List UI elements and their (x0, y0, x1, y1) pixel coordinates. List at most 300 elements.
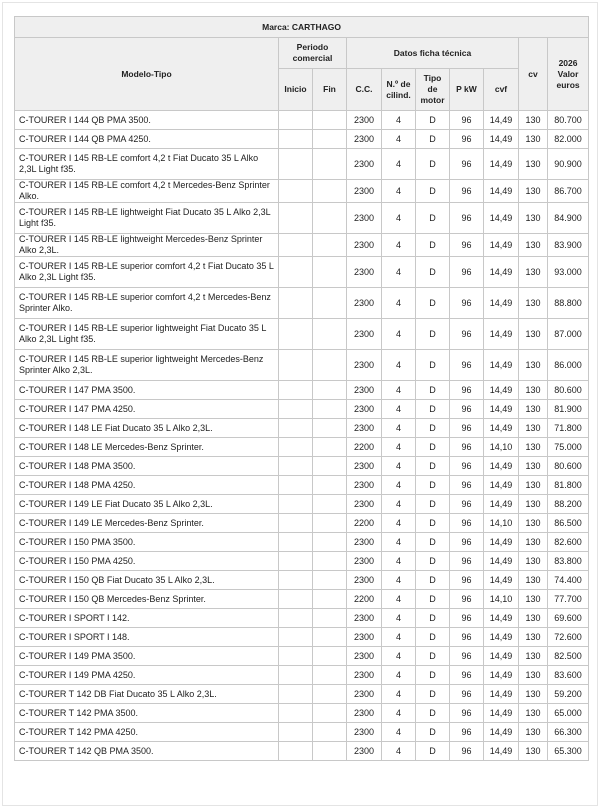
cell-cyl: 4 (382, 533, 416, 552)
cell-cyl: 4 (382, 130, 416, 149)
cell-engine: D (416, 111, 450, 130)
cell-cyl: 4 (382, 666, 416, 685)
cell-cyl: 4 (382, 350, 416, 381)
cell-cyl: 4 (382, 552, 416, 571)
cell-model: C-TOURER I 145 RB-LE comfort 4,2 t Fiat Ducato 35 L Alko 2,3L Light f35. (15, 149, 279, 180)
cell-cvf: 14,10 (484, 438, 519, 457)
cell-end (313, 590, 347, 609)
cell-start (279, 257, 313, 288)
cell-kw: 96 (450, 666, 484, 685)
cell-kw: 96 (450, 438, 484, 457)
cell-end (313, 457, 347, 476)
cell-value: 86.700 (548, 180, 589, 203)
cell-cyl: 4 (382, 203, 416, 234)
cell-cvf: 14,49 (484, 234, 519, 257)
cell-cv: 130 (519, 590, 548, 609)
cell-model: C-TOURER I 144 QB PMA 4250. (15, 130, 279, 149)
cell-start (279, 723, 313, 742)
cell-model: C-TOURER I 150 PMA 4250. (15, 552, 279, 571)
cell-engine: D (416, 609, 450, 628)
cell-cyl: 4 (382, 400, 416, 419)
cell-start (279, 350, 313, 381)
cell-end (313, 723, 347, 742)
cell-start (279, 685, 313, 704)
cell-cv: 130 (519, 180, 548, 203)
table-row (15, 723, 589, 742)
cell-cvf: 14,49 (484, 149, 519, 180)
cell-engine: D (416, 381, 450, 400)
cell-cyl: 4 (382, 149, 416, 180)
cell-cv: 130 (519, 723, 548, 742)
cell-cv: 130 (519, 647, 548, 666)
cell-value: 82.000 (548, 130, 589, 149)
cell-cc: 2300 (347, 552, 382, 571)
cell-model: C-TOURER I 147 PMA 3500. (15, 381, 279, 400)
cell-value: 86.500 (548, 514, 589, 533)
cell-start (279, 704, 313, 723)
cell-cc: 2300 (347, 571, 382, 590)
cell-cvf: 14,49 (484, 203, 519, 234)
cell-cvf: 14,49 (484, 685, 519, 704)
cell-cv: 130 (519, 571, 548, 590)
cell-value: 83.900 (548, 234, 589, 257)
cell-cv: 130 (519, 476, 548, 495)
cell-model: C-TOURER I 150 QB Mercedes-Benz Sprinter. (15, 590, 279, 609)
cell-start (279, 514, 313, 533)
table-row (15, 742, 589, 761)
cell-start (279, 149, 313, 180)
cell-cyl: 4 (382, 288, 416, 319)
cell-cyl: 4 (382, 234, 416, 257)
cell-value: 93.000 (548, 257, 589, 288)
cell-model: C-TOURER T 142 QB PMA 3500. (15, 742, 279, 761)
cell-cvf: 14,10 (484, 514, 519, 533)
table-row (15, 180, 589, 203)
cell-kw: 96 (450, 609, 484, 628)
cell-cvf: 14,10 (484, 590, 519, 609)
cell-engine: D (416, 590, 450, 609)
cell-cyl: 4 (382, 647, 416, 666)
cell-cc: 2300 (347, 180, 382, 203)
cell-start (279, 590, 313, 609)
cell-model: C-TOURER I 145 RB-LE lightweight Fiat Ducato 35 L Alko 2,3L Light f35. (15, 203, 279, 234)
table-row (15, 350, 589, 381)
cell-cyl: 4 (382, 685, 416, 704)
cell-cc: 2300 (347, 609, 382, 628)
cell-value: 80.600 (548, 457, 589, 476)
table-row (15, 457, 589, 476)
cell-end (313, 533, 347, 552)
cell-cv: 130 (519, 111, 548, 130)
cell-start (279, 742, 313, 761)
cell-value: 80.700 (548, 111, 589, 130)
cell-cv: 130 (519, 495, 548, 514)
cell-cc: 2200 (347, 438, 382, 457)
table-row (15, 514, 589, 533)
cell-engine: D (416, 234, 450, 257)
cell-cc: 2300 (347, 704, 382, 723)
cell-start (279, 609, 313, 628)
brand-header: Marca: CARTHAGO (15, 17, 589, 38)
cell-cvf: 14,49 (484, 647, 519, 666)
cell-end (313, 130, 347, 149)
cell-kw: 96 (450, 514, 484, 533)
cell-end (313, 476, 347, 495)
table-row (15, 257, 589, 288)
cell-start (279, 400, 313, 419)
cell-model: C-TOURER I 148 LE Fiat Ducato 35 L Alko 2,3L. (15, 419, 279, 438)
table-row (15, 609, 589, 628)
cell-cv: 130 (519, 234, 548, 257)
cell-model: C-TOURER I 150 PMA 3500. (15, 533, 279, 552)
cell-value: 90.900 (548, 149, 589, 180)
table-row (15, 571, 589, 590)
cell-model: C-TOURER T 142 PMA 4250. (15, 723, 279, 742)
cell-value: 81.900 (548, 400, 589, 419)
cell-cyl: 4 (382, 476, 416, 495)
cell-kw: 96 (450, 288, 484, 319)
table-row (15, 419, 589, 438)
cell-model: C-TOURER T 142 DB Fiat Ducato 35 L Alko 2,3L. (15, 685, 279, 704)
cell-kw: 96 (450, 723, 484, 742)
cell-cvf: 14,49 (484, 350, 519, 381)
cell-cc: 2300 (347, 381, 382, 400)
cell-cc: 2300 (347, 647, 382, 666)
model-header: Modelo-Tipo (15, 38, 279, 111)
cell-kw: 96 (450, 704, 484, 723)
cell-kw: 96 (450, 400, 484, 419)
cell-cvf: 14,49 (484, 495, 519, 514)
cell-cc: 2200 (347, 590, 382, 609)
cell-end (313, 685, 347, 704)
cell-cvf: 14,49 (484, 130, 519, 149)
cell-end (313, 552, 347, 571)
period-header: Periodo comercial (279, 38, 347, 69)
cell-cv: 130 (519, 685, 548, 704)
cell-model: C-TOURER T 142 PMA 3500. (15, 704, 279, 723)
cell-end (313, 149, 347, 180)
cell-cyl: 4 (382, 111, 416, 130)
cell-start (279, 571, 313, 590)
cell-cv: 130 (519, 666, 548, 685)
cell-start (279, 495, 313, 514)
cell-cc: 2300 (347, 628, 382, 647)
cell-model: C-TOURER I 149 LE Fiat Ducato 35 L Alko 2,3L. (15, 495, 279, 514)
cell-end (313, 350, 347, 381)
cell-engine: D (416, 742, 450, 761)
cell-value: 77.700 (548, 590, 589, 609)
cell-cvf: 14,49 (484, 319, 519, 350)
cell-cv: 130 (519, 742, 548, 761)
cell-value: 66.300 (548, 723, 589, 742)
cell-model: C-TOURER I 145 RB-LE comfort 4,2 t Mercedes-Benz Sprinter Alko. (15, 180, 279, 203)
cell-cvf: 14,49 (484, 742, 519, 761)
table-row (15, 590, 589, 609)
cell-cvf: 14,49 (484, 552, 519, 571)
cell-start (279, 666, 313, 685)
cell-value: 83.600 (548, 666, 589, 685)
table-row (15, 381, 589, 400)
cell-value: 65.000 (548, 704, 589, 723)
cell-cv: 130 (519, 257, 548, 288)
table-row (15, 666, 589, 685)
cell-cvf: 14,49 (484, 288, 519, 319)
cell-cyl: 4 (382, 319, 416, 350)
cell-model: C-TOURER I 148 PMA 3500. (15, 457, 279, 476)
cell-engine: D (416, 533, 450, 552)
cell-engine: D (416, 419, 450, 438)
table-row (15, 704, 589, 723)
cell-cv: 130 (519, 288, 548, 319)
cell-cyl: 4 (382, 457, 416, 476)
cell-cv: 130 (519, 628, 548, 647)
cell-value: 88.200 (548, 495, 589, 514)
cell-model: C-TOURER I 148 LE Mercedes-Benz Sprinter. (15, 438, 279, 457)
cell-value: 87.000 (548, 319, 589, 350)
cell-end (313, 381, 347, 400)
table-row (15, 203, 589, 234)
cell-cc: 2300 (347, 495, 382, 514)
cell-value: 71.800 (548, 419, 589, 438)
cell-start (279, 234, 313, 257)
cell-start (279, 288, 313, 319)
table-row (15, 685, 589, 704)
cell-model: C-TOURER I 149 PMA 3500. (15, 647, 279, 666)
cell-engine: D (416, 647, 450, 666)
cell-model: C-TOURER I 150 QB Fiat Ducato 35 L Alko 2,3L. (15, 571, 279, 590)
end-header: Fin (313, 69, 347, 111)
cell-kw: 96 (450, 685, 484, 704)
cell-value: 82.600 (548, 533, 589, 552)
cell-cv: 130 (519, 457, 548, 476)
table-row (15, 288, 589, 319)
cell-start (279, 319, 313, 350)
cell-value: 88.800 (548, 288, 589, 319)
cell-kw: 96 (450, 495, 484, 514)
table-row (15, 438, 589, 457)
cell-cyl: 4 (382, 419, 416, 438)
cell-cc: 2200 (347, 514, 382, 533)
cell-cc: 2300 (347, 319, 382, 350)
cell-engine: D (416, 180, 450, 203)
table-row (15, 111, 589, 130)
cell-engine: D (416, 457, 450, 476)
table-row (15, 476, 589, 495)
cell-end (313, 400, 347, 419)
cell-cvf: 14,49 (484, 666, 519, 685)
cell-cv: 130 (519, 203, 548, 234)
cell-cv: 130 (519, 381, 548, 400)
cell-start (279, 457, 313, 476)
cell-cv: 130 (519, 533, 548, 552)
cell-kw: 96 (450, 647, 484, 666)
cell-kw: 96 (450, 457, 484, 476)
cell-engine: D (416, 130, 450, 149)
cell-end (313, 609, 347, 628)
cv-header: cv (519, 38, 548, 111)
tech-header: Datos ficha técnica (347, 38, 519, 69)
cell-end (313, 180, 347, 203)
cell-value: 65.300 (548, 742, 589, 761)
cell-model: C-TOURER I 147 PMA 4250. (15, 400, 279, 419)
table-row (15, 628, 589, 647)
cylinders-header: N.º de cilind. (382, 69, 416, 111)
cell-cyl: 4 (382, 742, 416, 761)
cell-model: C-TOURER I 149 LE Mercedes-Benz Sprinter. (15, 514, 279, 533)
cell-model: C-TOURER I 145 RB-LE superior lightweight Mercedes-Benz Sprinter Alko 2,3L. (15, 350, 279, 381)
cell-end (313, 742, 347, 761)
cell-value: 75.000 (548, 438, 589, 457)
cell-value: 82.500 (548, 647, 589, 666)
table-row (15, 647, 589, 666)
cell-cv: 130 (519, 438, 548, 457)
cell-start (279, 180, 313, 203)
cell-cvf: 14,49 (484, 419, 519, 438)
cell-engine: D (416, 704, 450, 723)
cell-cyl: 4 (382, 514, 416, 533)
cell-end (313, 257, 347, 288)
cell-engine: D (416, 495, 450, 514)
cell-cyl: 4 (382, 571, 416, 590)
cell-end (313, 666, 347, 685)
cell-start (279, 438, 313, 457)
cell-kw: 96 (450, 149, 484, 180)
cell-kw: 96 (450, 203, 484, 234)
cell-cc: 2300 (347, 111, 382, 130)
cell-model: C-TOURER I 148 PMA 4250. (15, 476, 279, 495)
cvf-header: cvf (484, 69, 519, 111)
cell-engine: D (416, 514, 450, 533)
table-row (15, 533, 589, 552)
cell-start (279, 552, 313, 571)
cell-end (313, 571, 347, 590)
cell-engine: D (416, 149, 450, 180)
cc-header: C.C. (347, 69, 382, 111)
cell-cv: 130 (519, 419, 548, 438)
cell-kw: 96 (450, 742, 484, 761)
cell-cc: 2300 (347, 723, 382, 742)
engine-header: Tipo de motor (416, 69, 450, 111)
cell-cc: 2300 (347, 419, 382, 438)
cell-cv: 130 (519, 319, 548, 350)
cell-end (313, 647, 347, 666)
cell-start (279, 476, 313, 495)
cell-engine: D (416, 257, 450, 288)
cell-value: 83.800 (548, 552, 589, 571)
cell-end (313, 419, 347, 438)
cell-value: 81.800 (548, 476, 589, 495)
cell-cc: 2300 (347, 400, 382, 419)
cell-kw: 96 (450, 130, 484, 149)
cell-model: C-TOURER I 149 PMA 4250. (15, 666, 279, 685)
cell-cyl: 4 (382, 438, 416, 457)
cell-kw: 96 (450, 476, 484, 495)
cell-cv: 130 (519, 704, 548, 723)
cell-start (279, 130, 313, 149)
cell-model: C-TOURER I SPORT I 142. (15, 609, 279, 628)
cell-kw: 96 (450, 552, 484, 571)
cell-end (313, 111, 347, 130)
cell-cc: 2300 (347, 476, 382, 495)
cell-cv: 130 (519, 514, 548, 533)
cell-model: C-TOURER I 145 RB-LE superior comfort 4,2 t Fiat Ducato 35 L Alko 2,3L Light f35. (15, 257, 279, 288)
cell-cc: 2300 (347, 685, 382, 704)
cell-kw: 96 (450, 590, 484, 609)
cell-cc: 2300 (347, 149, 382, 180)
cell-kw: 96 (450, 319, 484, 350)
cell-value: 84.900 (548, 203, 589, 234)
cell-cvf: 14,49 (484, 533, 519, 552)
cell-start (279, 381, 313, 400)
cell-start (279, 419, 313, 438)
cell-end (313, 495, 347, 514)
cell-cvf: 14,49 (484, 381, 519, 400)
cell-end (313, 704, 347, 723)
cell-cc: 2300 (347, 533, 382, 552)
cell-cv: 130 (519, 552, 548, 571)
cell-cvf: 14,49 (484, 180, 519, 203)
table-row (15, 130, 589, 149)
cell-cyl: 4 (382, 257, 416, 288)
cell-cyl: 4 (382, 381, 416, 400)
cell-start (279, 647, 313, 666)
price-table (14, 16, 589, 761)
value-header: 2026 Valor euros (548, 38, 589, 111)
cell-start (279, 628, 313, 647)
cell-model: C-TOURER I 144 QB PMA 3500. (15, 111, 279, 130)
cell-cv: 130 (519, 149, 548, 180)
cell-cyl: 4 (382, 609, 416, 628)
cell-cvf: 14,49 (484, 111, 519, 130)
cell-engine: D (416, 628, 450, 647)
cell-cc: 2300 (347, 666, 382, 685)
cell-engine: D (416, 723, 450, 742)
cell-model: C-TOURER I SPORT I 148. (15, 628, 279, 647)
cell-kw: 96 (450, 111, 484, 130)
cell-value: 74.400 (548, 571, 589, 590)
cell-cc: 2300 (347, 257, 382, 288)
table-row (15, 495, 589, 514)
cell-engine: D (416, 350, 450, 381)
cell-cvf: 14,49 (484, 723, 519, 742)
cell-model: C-TOURER I 145 RB-LE lightweight Mercedes-Benz Sprinter Alko 2,3L. (15, 234, 279, 257)
cell-cvf: 14,49 (484, 609, 519, 628)
cell-cvf: 14,49 (484, 704, 519, 723)
cell-cv: 130 (519, 350, 548, 381)
cell-cyl: 4 (382, 628, 416, 647)
table-row (15, 149, 589, 180)
table-row (15, 552, 589, 571)
cell-start (279, 533, 313, 552)
cell-cyl: 4 (382, 590, 416, 609)
cell-cc: 2300 (347, 742, 382, 761)
cell-end (313, 628, 347, 647)
cell-kw: 96 (450, 180, 484, 203)
cell-cv: 130 (519, 609, 548, 628)
cell-end (313, 319, 347, 350)
cell-cc: 2300 (347, 288, 382, 319)
cell-value: 80.600 (548, 381, 589, 400)
cell-cvf: 14,49 (484, 400, 519, 419)
cell-engine: D (416, 552, 450, 571)
cell-engine: D (416, 571, 450, 590)
cell-cvf: 14,49 (484, 476, 519, 495)
cell-cvf: 14,49 (484, 457, 519, 476)
cell-start (279, 111, 313, 130)
cell-engine: D (416, 203, 450, 234)
cell-cv: 130 (519, 400, 548, 419)
cell-cyl: 4 (382, 495, 416, 514)
